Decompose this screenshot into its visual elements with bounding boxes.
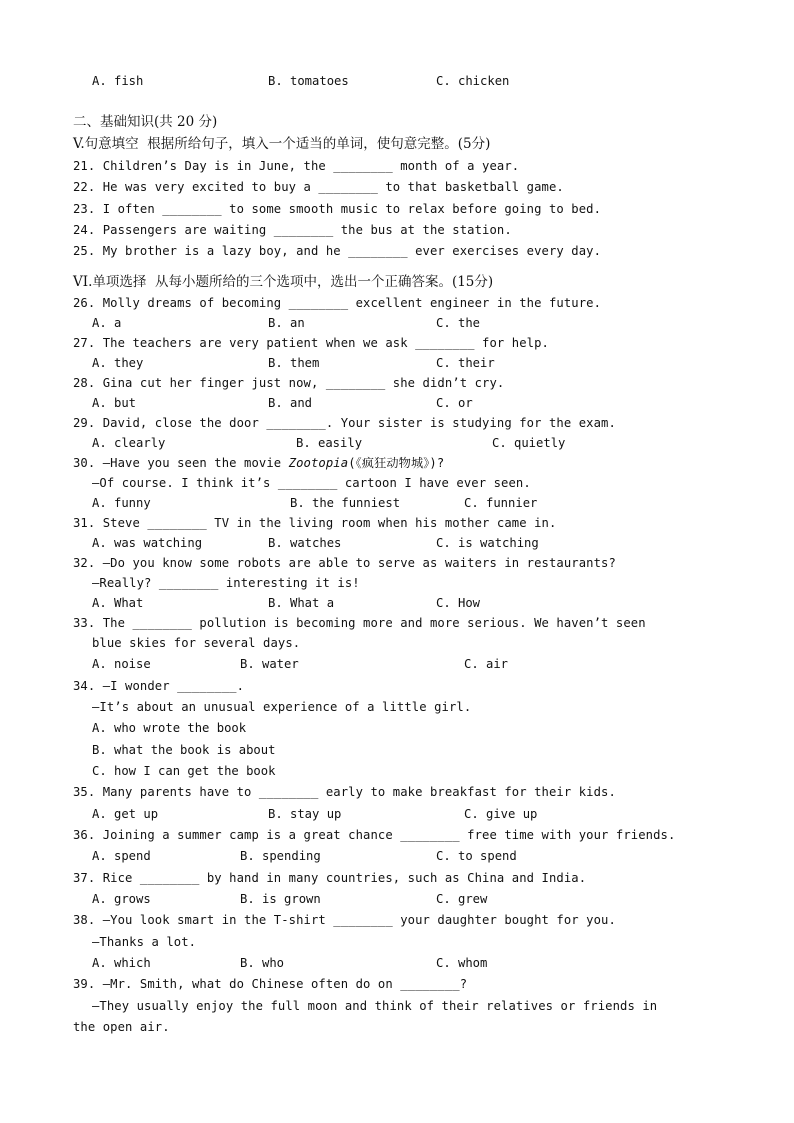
q30-stem-pre: 30. —Have you seen the movie (73, 456, 289, 470)
q31-option-a: A. was watching (92, 536, 203, 550)
q37-option-a: A. grows (92, 892, 151, 906)
q27-option-c: C. their (436, 356, 495, 370)
q30-stem-post: (《疯狂动物城》)? (348, 456, 445, 470)
q29-option-b: B. easily (296, 436, 363, 450)
q39-line3: the open air. (73, 1020, 170, 1034)
q34-option-b: B. what the book is about (92, 743, 276, 757)
q38-option-a: A. which (92, 956, 151, 970)
q20-option-a: A. fish (92, 74, 144, 88)
question-31: 31. Steve ________ TV in the living room when his mother came in. (73, 516, 557, 530)
part6-title: VI.单项选择 从每小题所给的三个选项中，选出一个正确答案。(15分) (73, 274, 494, 290)
question-33: 33. The ________ pollution is becoming more and more serious. We haven’t seen (73, 616, 646, 630)
q33-option-a: A. noise (92, 657, 151, 671)
q30-option-a: A. funny (92, 496, 151, 510)
question-27: 27. The teachers are very patient when we ask ________ for help. (73, 336, 549, 350)
q29-option-c: C. quietly (492, 436, 566, 450)
question-32: 32. —Do you know some robots are able to serve as waiters in restaurants? (73, 556, 616, 570)
question-26: 26. Molly dreams of becoming ________ excellent engineer in the future. (73, 296, 602, 310)
q37-option-c: C. grew (436, 892, 488, 906)
question-30 (73, 455, 444, 471)
q30-line2: —Of course. I think it’s ________ cartoon I have ever seen. (92, 476, 531, 490)
section-title: 二、基础知识(共 20 分) (73, 114, 218, 130)
q27-option-a: A. they (92, 356, 144, 370)
question-37: 37. Rice ________ by hand in many countries, such as China and India. (73, 871, 587, 885)
q31-option-b: B. watches (268, 536, 342, 550)
q30-movie-title: Zootopia (288, 456, 349, 470)
q28-option-b: B. and (268, 396, 313, 410)
question-21: 21. Children’s Day is in June, the ________ month of a year. (73, 159, 520, 173)
q20-option-c: C. chicken (436, 74, 510, 88)
q33-line2: blue skies for several days. (92, 636, 301, 650)
q38-option-c: C. whom (436, 956, 488, 970)
q26-option-a: A. a (92, 316, 122, 330)
q26-option-c: C. the (436, 316, 481, 330)
q34-option-c: C. how I can get the book (92, 764, 276, 778)
part5-title: V.句意填空 根据所给句子，填入一个适当的单词，使句意完整。(5分) (73, 136, 491, 152)
q29-option-a: A. clearly (92, 436, 166, 450)
q35-option-a: A. get up (92, 807, 159, 821)
question-38: 38. —You look smart in the T-shirt ________ your daughter bought for you. (73, 913, 616, 927)
q32-option-c: C. How (436, 596, 481, 610)
question-36: 36. Joining a summer camp is a great chance ________ free time with your friends. (73, 828, 676, 842)
q34-line2: —It’s about an unusual experience of a little girl. (92, 700, 472, 714)
q36-option-a: A. spend (92, 849, 151, 863)
q38-option-b: B. who (240, 956, 285, 970)
question-35: 35. Many parents have to ________ early to make breakfast for their kids. (73, 785, 616, 799)
question-25: 25. My brother is a lazy boy, and he ________ ever exercises every day. (73, 244, 602, 258)
q27-option-b: B. them (268, 356, 320, 370)
q34-option-a: A. who wrote the book (92, 721, 247, 735)
q28-option-a: A. but (92, 396, 137, 410)
q36-option-c: C. to spend (436, 849, 517, 863)
q26-option-b: B. an (268, 316, 305, 330)
q38-line2: —Thanks a lot. (92, 935, 197, 949)
question-24: 24. Passengers are waiting ________ the bus at the station. (73, 223, 512, 237)
q32-option-a: A. What (92, 596, 144, 610)
q32-line2: —Really? ________ interesting it is! (92, 576, 360, 590)
q36-option-b: B. spending (240, 849, 321, 863)
question-23: 23. I often ________ to some smooth music to relax before going to bed. (73, 202, 602, 216)
q30-option-c: C. funnier (464, 496, 538, 510)
q28-option-c: C. or (436, 396, 473, 410)
q39-line2: —They usually enjoy the full moon and think of their relatives or friends in (92, 999, 658, 1013)
q30-option-b: B. the funniest (290, 496, 401, 510)
q33-option-b: B. water (240, 657, 299, 671)
q35-option-b: B. stay up (268, 807, 342, 821)
question-39: 39. —Mr. Smith, what do Chinese often do on ________? (73, 977, 468, 991)
q35-option-c: C. give up (464, 807, 538, 821)
question-29: 29. David, close the door ________. Your sister is studying for the exam. (73, 416, 616, 430)
question-22: 22. He was very excited to buy a ________ to that basketball game. (73, 180, 564, 194)
q33-option-c: C. air (464, 657, 509, 671)
q37-option-b: B. is grown (240, 892, 321, 906)
q20-option-b: B. tomatoes (268, 74, 349, 88)
q32-option-b: B. What a (268, 596, 335, 610)
question-34: 34. —I wonder ________. (73, 679, 245, 693)
question-28: 28. Gina cut her finger just now, ________ she didn’t cry. (73, 376, 505, 390)
q31-option-c: C. is watching (436, 536, 539, 550)
